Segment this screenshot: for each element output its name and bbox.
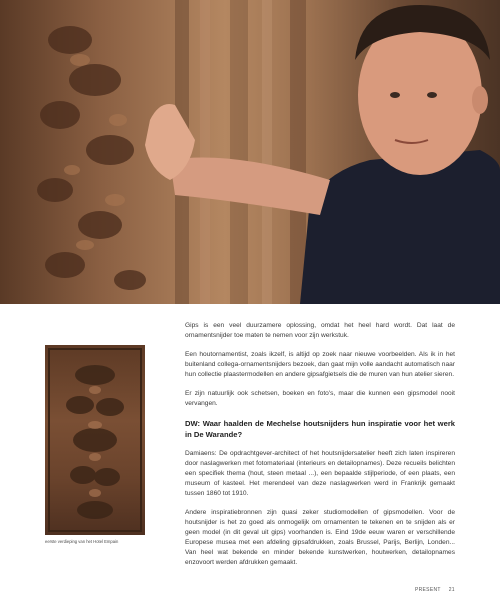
article-paragraph-1: Gips is een veel duurzamere oplossing, omdat het heel hard wordt. Dat laat de ornamentsnijder toe maten te nemen voor zijn werkstuk.	[185, 322, 455, 339]
article-paragraph-3: Er zijn natuurlijk ook schetsen, boeken en foto's, maar die kunnen een gipsmodel nooit vervangen.	[185, 390, 455, 407]
magazine-name: PRESENT	[415, 587, 441, 593]
hero-photo	[0, 0, 500, 304]
article-column	[185, 321, 455, 577]
hero-photo-illustration	[0, 0, 500, 304]
article-paragraph-4: Damiaens: De opdrachtgever-architect of het houtsnijdersatelier heeft zich laten inspireren door naslagwerken met fotomateriaal (interieurs en detailopnames). Deze recueils belichten een specifiek thema (hout, steen metaal ...), een bepaalde stijlperiode, of een plaats, een museum of kasteel. Het merendeel van deze naslagwerken werd in Frankrijk gemaakt tussen 1860 tot 1910.	[185, 450, 455, 497]
interview-question: DW: Waar haalden de Mechelse houtsnijders hun inspiratie voor het werk in De Warande?	[185, 419, 455, 439]
carving-caption: eerste verdieping van het Hotel Empain	[45, 539, 119, 544]
carving-illustration	[45, 345, 145, 535]
article-paragraph-2: Een houtornamentist, zoals ikzelf, is altijd op zoek naar nieuwe voorbeelden. Als ik in het buitenland collega-ornamentsnijders bezoek, dan gaat mijn volle aandacht automatisch naar hun collectie plaastermodellen en andere gipsafgietsels die de muren van hun atelier sieren.	[185, 351, 455, 378]
page-footer	[415, 587, 455, 593]
page-number: 21	[448, 587, 455, 593]
article-paragraph-5: Andere inspiratiebronnen zijn quasi zeker studiomodellen of gipsmodellen. Voor de houtsnijder is het zo goed als onmogelijk om ornamenten te tekenen en te snijden als er geen model (in dit geval uit gips) voorhanden is. Eind 19de eeuw waren er verschillende Europese musea met een afdeling gipsafdrukken, zoals Brussel, Parijs, Berlijn, Londen... Van heel wat bekende en minder bekende kunstwerken, houtwerken, detailopnames enzovoort werden afdrukken gemaakt.	[185, 509, 455, 566]
carving-photo	[45, 345, 145, 535]
